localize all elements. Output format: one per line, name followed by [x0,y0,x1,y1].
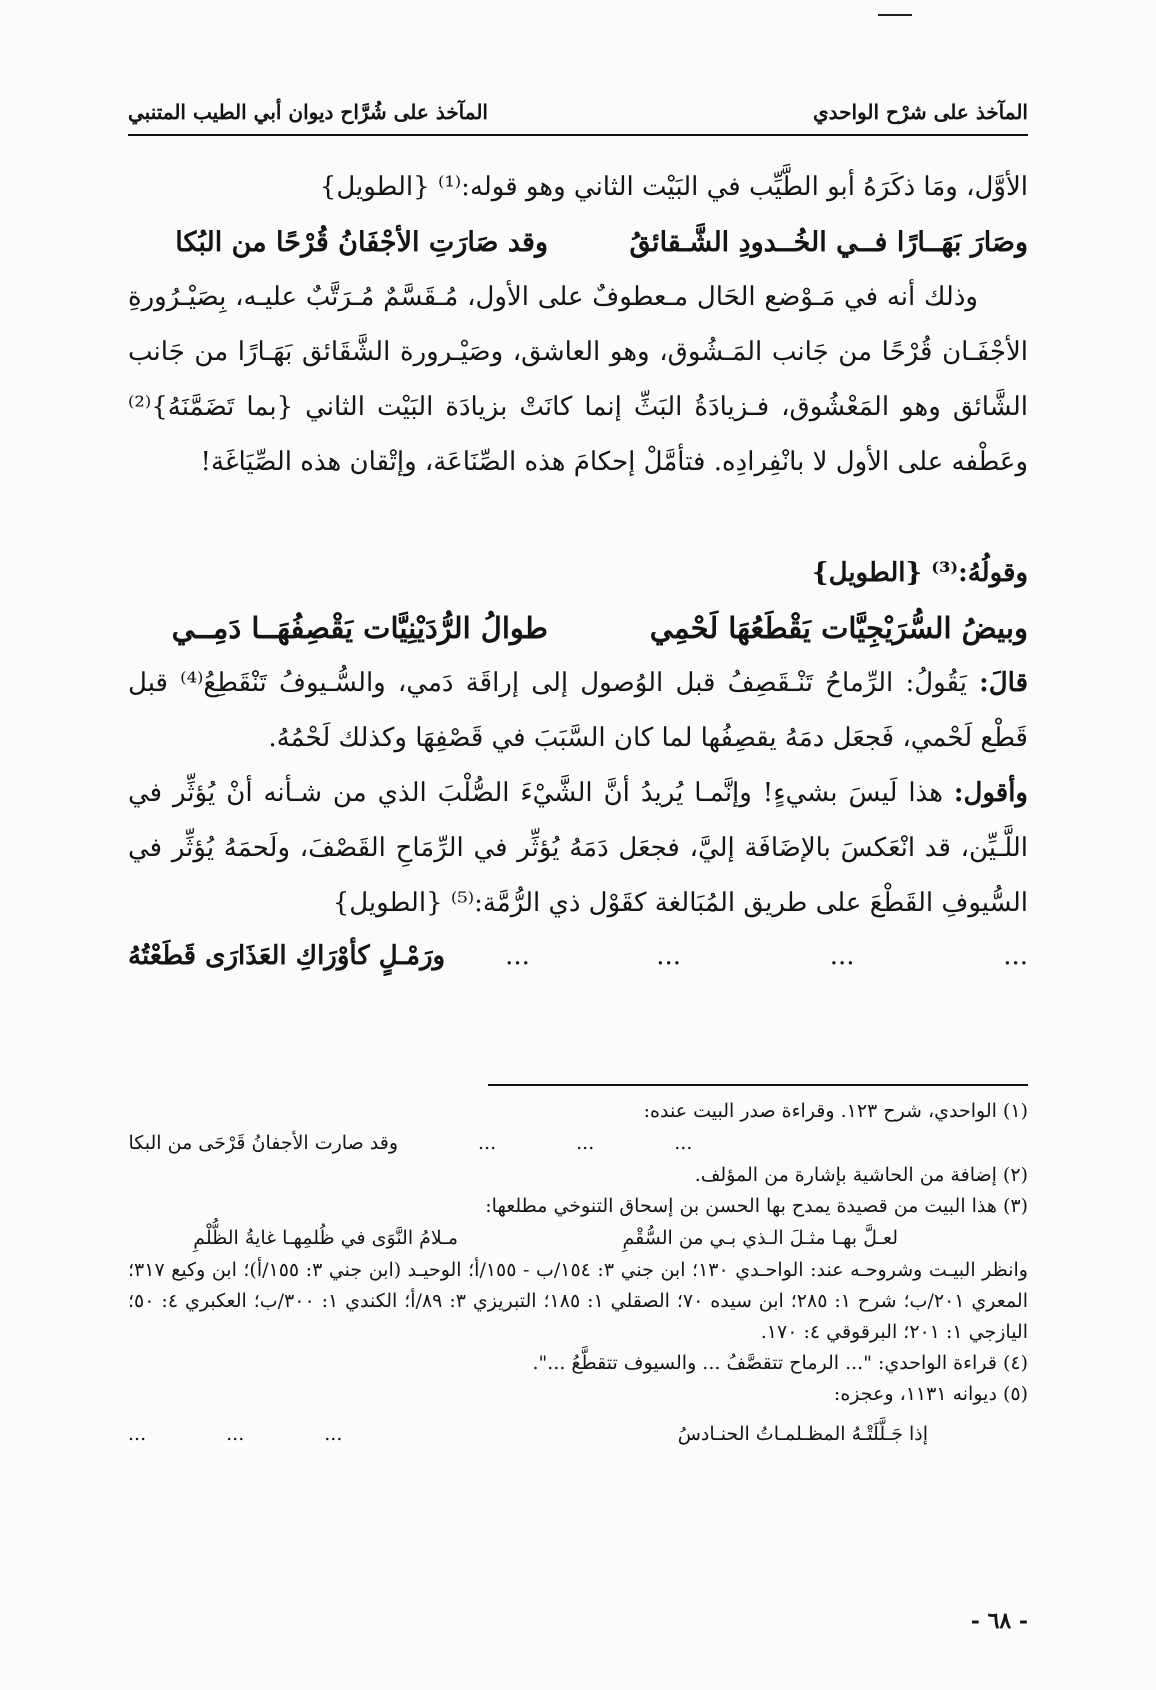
footnote-3: (٣) هذا البيت من قصيدة يمدح بها الحسن بن إسحاق التنوخي مطلعها: [485,1195,1028,1217]
footnote-5-verse-text: إذا جَـلَّلَتْـهُ المظـلمـاتُ الحنـادسُ [677,1423,928,1445]
fn5-ellipsis-a: ... [128,1423,147,1445]
header-title-left: المآخذ على شرْح الواحدي [812,100,1028,124]
verse-2 [128,601,1028,656]
page-number: - ٦٨ - [970,1608,1028,1634]
aqul-paragraph [128,766,1028,931]
top-mark [878,14,912,16]
fn5-ellipsis-b: ... [226,1423,245,1445]
footnote-2: (٢) إضافة من الحاشية بإشارة من المؤلف. [694,1164,1028,1186]
verse-1-first-hemistich: وقد صَارَتِ الأجْفَانُ قُرْحًا من البُكا [175,227,548,258]
verse-2-second-hemistich: وبيضُ السُّرَيْجِيَّات يَقْطَعُهَا لَحْمِي [649,611,1028,645]
section-gap [128,490,1028,546]
verse-3-ellipsis-c: ... [1003,941,1028,971]
verse-3-first-hemistich: ورَمْـلٍ كأوْرَاكِ العَذَارَى قَطَعْتُهُ [128,941,446,971]
aqul-label: وأقول: [953,778,1028,808]
running-header [128,92,1028,132]
verse-3-ellipsis-a: ... [656,941,682,971]
verse-1-second-hemistich: وصَارَ بَهَــارًا فــي الخُــدودِ الشَّـقائقُ [629,227,1028,258]
footnote-5-verse [128,1418,1028,1451]
footnotes [128,1096,1028,1451]
verse-3-first-half [128,931,606,981]
footnote-4: (٤) قراءة الواحدي: "... الرماح تتقصَّفُ ... والسيوف تتقطَّعُ ...". [532,1352,1028,1374]
footnote-1-ellipses [478,1127,702,1160]
qal-label: قالَ: [979,668,1028,698]
main-text [128,160,1028,981]
footnote-3-verse-first: مـلامُ النَّوَى في ظُلمِهـا غايةُ الظُّلْمِ [193,1227,458,1249]
verse-2-first-hemistich: طوالُ الرُّدَيْنِيَّات يَقْصِفُهَــا دَمِــي [171,611,548,645]
section1-paragraph: وذلك أنه في مَـوْضع الحَال مـعطوفٌ على الأول، مُـقَسَّمٌ مُـرَتَّبٌ عليـه، بِصَيْـرُورةِ الأجْفَـان قُرْحًا من جَانب المَـشُوق، وهو العاشق، وصَيْـرورة الشَّقَائق بَهَـارًا من جَانب الشَّائق وهو المَعْشُوق، فـزيادَةُ البَثِّ إنما كانَتْ بزيادَة البَيْت الثاني {بما تَضَمَّنَهُ}⁽²⁾ وعَطْفه على الأول لا بانْفِرادِه. فتأمَّلْ إحكامَ هذه الصِّنَاعَة، وإتْقان هذه الصِّيَاغَة! [128,282,1028,477]
verse-1 [128,215,1028,270]
qal-text: يَقُولُ: الرِّماحُ تَنْـقَصِفُ قبل الوُصول إلى إراقَة دَمي، والسُّـيوفُ تَنْقَطِعُ⁽⁴⁾ قبل قَطْع لَحْمي، فَجعَل دمَهُ يقصِفُها لما كان السَّبَبَ في قَصْفِهَا وكذلك لَحْمُهُ. [128,668,1028,753]
footnote-1-verse-text: وقد صارت الأجفانُ قَرْحَى من البكا [128,1132,398,1154]
footnote-3-sources: وانظر البيـت وشروحـه عند: الواحـدي ١٣٠؛ ابن جني ٣: ١٥٤/ب - ١٥٥/أ؛ الوحيـد (ابن جني ٣: ١٥٥/أ)؛ ابن وكيع ٣١٧؛ المعري ٢٠١/ب؛ شرح ١: ٢٨٥؛ ابن سيده ٧٠؛ الصقلي ١: ١٨٥؛ التبريزي ٣: ٨٩/أ؛ الكندي ١: ٣٠٠/ب؛ العكبري ٤: ٥٠؛ اليازجي ١: ٢٠١؛ البرقوقي ٤: ١٧٠. [128,1259,1028,1343]
footnote-3-verse [128,1222,1028,1255]
verse-3-ellipsis-b: ... [829,941,855,971]
fn1-ellipsis-a: ... [478,1132,497,1154]
fn1-ellipsis-c: ... [674,1132,693,1154]
footnote-rule [488,1084,1028,1086]
section1-intro: الأوَّل، ومَا ذكَرَهُ أبو الطَّيِّب في البَيْت الثاني وهو قوله:⁽¹⁾ {الطويل} [319,172,1028,202]
verse-3 [128,931,1028,981]
footnote-1-verse [128,1127,1028,1160]
footnote-1: (١) الواحدي، شرح ١٢٣. وقراءة صدر البيت عنده: [643,1100,1028,1122]
header-rule [128,134,1028,136]
footnote-3-verse-second: لعـلَّ بهـا مثـلَ الـذي بـي من السُّقْمِ [622,1227,898,1249]
qal-paragraph [128,656,1028,766]
fn1-ellipsis-b: ... [576,1132,595,1154]
footnote-5-ellipses [128,1418,528,1451]
verse-3-ellipsis: ... [505,941,530,971]
verse-3-second-half [606,931,1028,981]
section2-intro: وقولُهُ:⁽³⁾ {الطويل} [811,558,1028,588]
fn5-ellipsis-c: ... [324,1423,343,1445]
header-title-right: المآخذ على شُرَّاح ديوان أبي الطيب المتنبي [128,100,488,124]
footnote-5: (٥) ديوانه ١١٣١، وعجزه: [833,1383,1028,1405]
aqul-text: هذا لَيسَ بشيءٍ! وإنَّمـا يُريدُ أنَّ الشَّيْءَ الصُّلْبَ الذي من شـأنه أنْ يُؤثِّر في اللَّـيِّن، قد انْعَكسَ بالإضَافَة إليَّ، فجعَل دَمَهُ يُؤثِّر في الرِّمَاحِ القَصْفَ، ولَحمَهُ يُؤثِّر في السُّيوفِ القَطْعَ على طريق المُبَالغة كقَوْل ذي الرُّمَّة:⁽⁵⁾ {الطويل} [128,778,1028,918]
